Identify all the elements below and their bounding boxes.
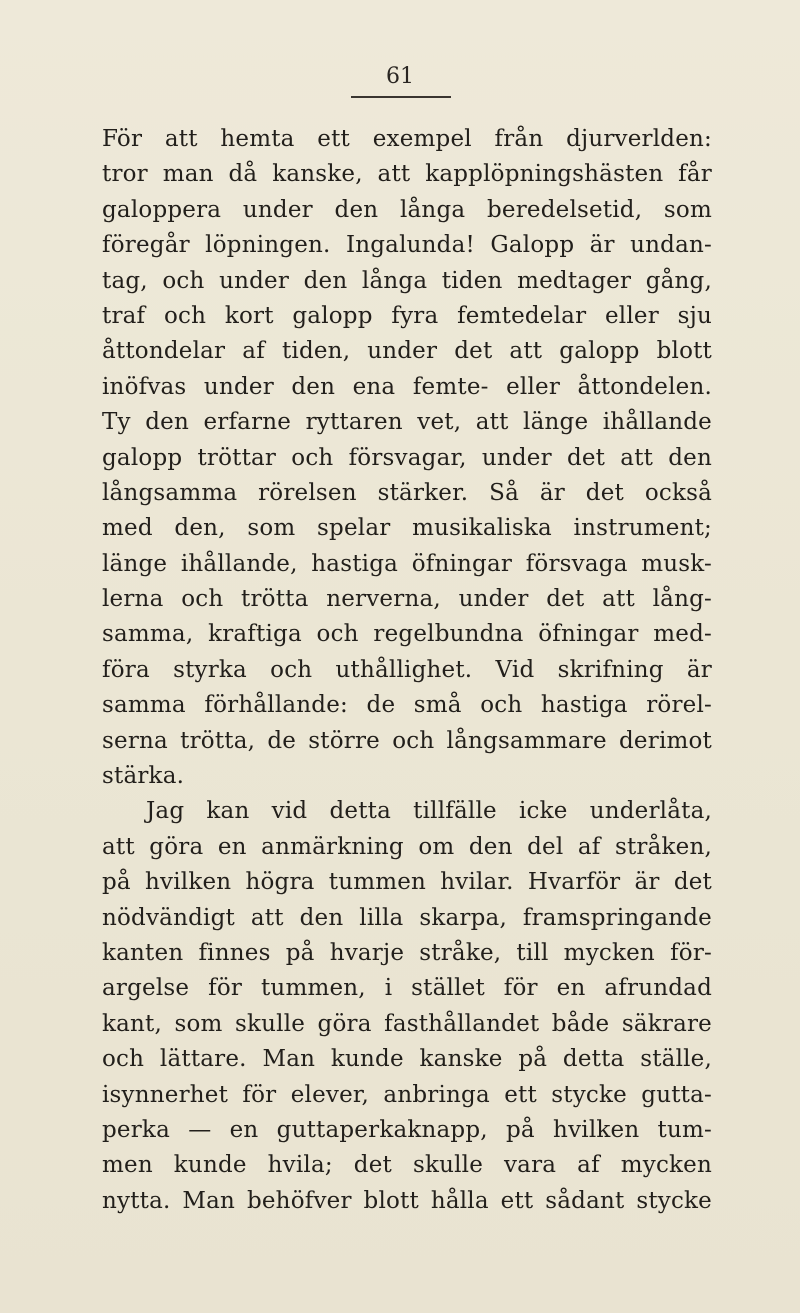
body-text bbox=[102, 122, 712, 1219]
text-line: lerna och trötta nerverna, under det att lång- bbox=[102, 586, 712, 613]
text-line: på hvilken högra tummen hvilar. Hvarför är det bbox=[102, 869, 712, 896]
text-line: isynnerhet för elever, anbringa ett stycke gutta- bbox=[102, 1081, 712, 1108]
text-line: kant, som skulle göra fasthållandet både säkrare bbox=[102, 1010, 712, 1037]
paragraph bbox=[102, 122, 712, 794]
text-line: argelse för tummen, i stället för en afrundad bbox=[102, 975, 712, 1002]
text-line: länge ihållande, hastiga öfningar försvaga musk- bbox=[102, 550, 712, 577]
text-line: tag, och under den långa tiden medtager gång, bbox=[102, 267, 712, 294]
text-line: med den, som spelar musikaliska instrument; bbox=[102, 515, 712, 542]
text-line: föra styrka och uthållighet. Vid skrifning är bbox=[102, 656, 712, 683]
text-line: samma, kraftiga och regelbundna öfningar med- bbox=[102, 621, 712, 648]
text-line: galopp tröttar och försvagar, under det att den bbox=[102, 444, 712, 471]
text-line: samma förhållande: de små och hastiga rörel- bbox=[102, 692, 712, 719]
text-line: att göra en anmärkning om den del af stråken, bbox=[102, 833, 712, 860]
text-line: traf och kort galopp fyra femtedelar eller sju bbox=[102, 302, 712, 329]
text-line: serna trötta, de större och långsammare derimot bbox=[102, 727, 712, 754]
text-line: tror man då kanske, att kapplöpningshästen får bbox=[102, 161, 712, 188]
text-line: stärka. bbox=[102, 763, 185, 790]
text-line: Ty den erfarne ryttaren vet, att länge ihållande bbox=[102, 409, 712, 436]
text-line: åttondelar af tiden, under det att galopp blott bbox=[102, 338, 712, 365]
text-line: inöfvas under den ena femte- eller åttondelen. bbox=[102, 373, 712, 400]
text-line: kanten finnes på hvarje stråke, till mycken för- bbox=[102, 939, 712, 966]
text-line: men kunde hvila; det skulle vara af mycken bbox=[102, 1152, 712, 1179]
page-number: 61 bbox=[386, 64, 414, 89]
text-line: föregår löpningen. Ingalunda! Galopp är undan- bbox=[102, 232, 712, 259]
paragraph bbox=[102, 794, 712, 1219]
text-line: långsamma rörelsen stärker. Så är det också bbox=[102, 479, 712, 506]
text-line: För att hemta ett exempel från djurverlden: bbox=[102, 126, 712, 152]
text-line: galoppera under den långa beredelsetid, som bbox=[102, 196, 712, 223]
text-line: perka — en guttaperkaknapp, på hvilken tum- bbox=[102, 1116, 712, 1143]
text-line: och lättare. Man kunde kanske på detta ställe, bbox=[102, 1046, 712, 1073]
text-line: nytta. Man behöfver blott hålla ett sådant stycke bbox=[102, 1187, 712, 1214]
page-number-rule bbox=[351, 96, 451, 98]
text-line: Jag kan vid detta tillfälle icke underlåta, bbox=[146, 798, 712, 825]
text-line: nödvändigt att den lilla skarpa, framspringande bbox=[102, 904, 712, 931]
